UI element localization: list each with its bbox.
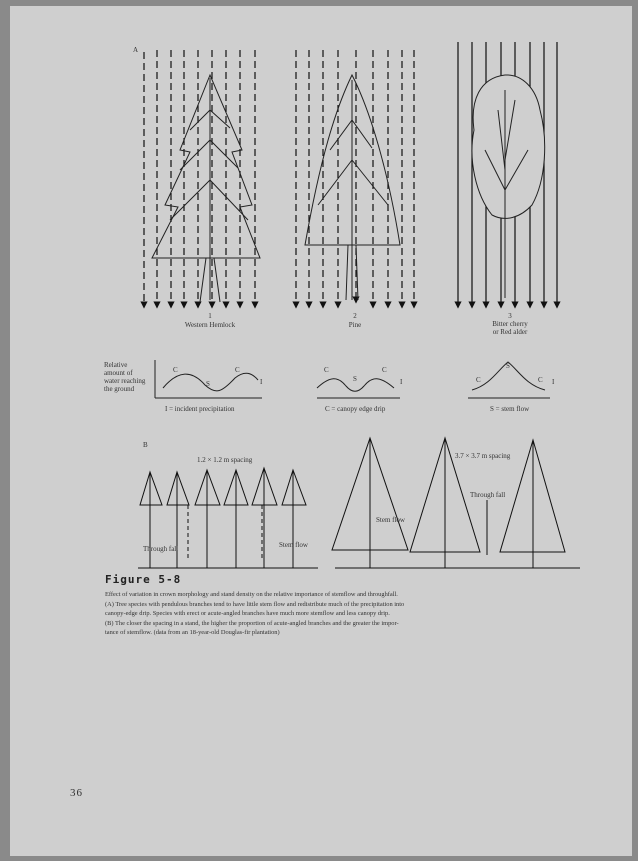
curve-2-caption: C = canopy edge drip xyxy=(325,405,386,413)
right-stemflow-label: Stem flow xyxy=(376,516,405,524)
curve-2-mark-c1: C xyxy=(324,366,329,374)
curve-1-axis-end: I xyxy=(260,378,263,386)
figure-caption xyxy=(105,590,530,638)
tree-deciduous xyxy=(472,75,545,298)
curve-2-mark-s: S xyxy=(353,375,357,383)
curve-3-mark-s: S xyxy=(506,362,510,370)
caption-line-2: (A) Tree species with pendulous branches tend to have little stem flow and redistribute much of the precipitation into xyxy=(105,600,405,608)
left-throughfall-label: Through fall xyxy=(143,545,179,553)
curve-3-axis-end: I xyxy=(552,378,555,386)
tree-2-number: 2 xyxy=(353,312,357,320)
panel-b-label: B xyxy=(143,441,148,449)
ylabel-line-4: the ground xyxy=(104,385,135,393)
curve-3-mark-c2: C xyxy=(538,376,543,384)
tree-western-hemlock xyxy=(152,75,260,302)
tree-1-number: 1 xyxy=(208,312,212,320)
figure-title: Figure 5-8 xyxy=(105,573,182,586)
ylabel-line-2: amount of xyxy=(104,369,133,377)
curve-2-axis-end: I xyxy=(400,378,403,386)
caption-line-4: (B) The closer the spacing in a stand, the higher the proportion of acute-angled branches and the greater the impor- xyxy=(105,619,399,627)
curve-1-mark-c1: C xyxy=(173,366,178,374)
ylabel-line-3: water reaching xyxy=(104,377,146,385)
curve-2-mark-c2: C xyxy=(382,366,387,374)
tree-3-number: 3 xyxy=(508,312,512,320)
left-spacing-label: 1.2 × 1.2 m spacing xyxy=(197,456,253,464)
tree-pine xyxy=(305,75,400,300)
right-spacing-label: 3.7 × 3.7 m spacing xyxy=(455,452,511,460)
page-number: 36 xyxy=(70,787,83,799)
right-throughfall-label: Through fall xyxy=(470,491,506,499)
curve-1-mark-s: S xyxy=(206,380,210,388)
tree-3-name-line1: Bitter cherry xyxy=(492,320,528,328)
curve-1-mark-c2: C xyxy=(235,366,240,374)
left-stemflow-label: Stem flow xyxy=(279,541,308,549)
curve-1-caption: I = incident precipitation xyxy=(165,405,235,413)
caption-line-3: canopy-edge drip. Species with erect or acute-angled branches have much more stemflow and less canopy drip. xyxy=(105,610,390,618)
tree-2-name: Pine xyxy=(348,321,362,329)
curve-3-mark-c1: C xyxy=(476,376,481,384)
tree-1-name: Western Hemlock xyxy=(184,321,236,329)
ylabel-line-1: Relative xyxy=(104,361,128,369)
close-spacing-stand xyxy=(138,468,318,568)
caption-line-5: tance of stemflow. (data from an 18-year-old Douglas-fir plantation) xyxy=(105,629,280,637)
tree-3-name-line2: or Red alder xyxy=(492,328,528,336)
rain-arrows-hemlock xyxy=(144,50,255,305)
curve-3-caption: S = stem flow xyxy=(490,405,530,413)
panel-a-label: A xyxy=(133,46,139,54)
caption-line-1: Effect of variation in crown morphology and stand density on the relative importance of stemflow and throughfall. xyxy=(105,591,398,598)
rain-arrows-pine xyxy=(296,50,414,305)
